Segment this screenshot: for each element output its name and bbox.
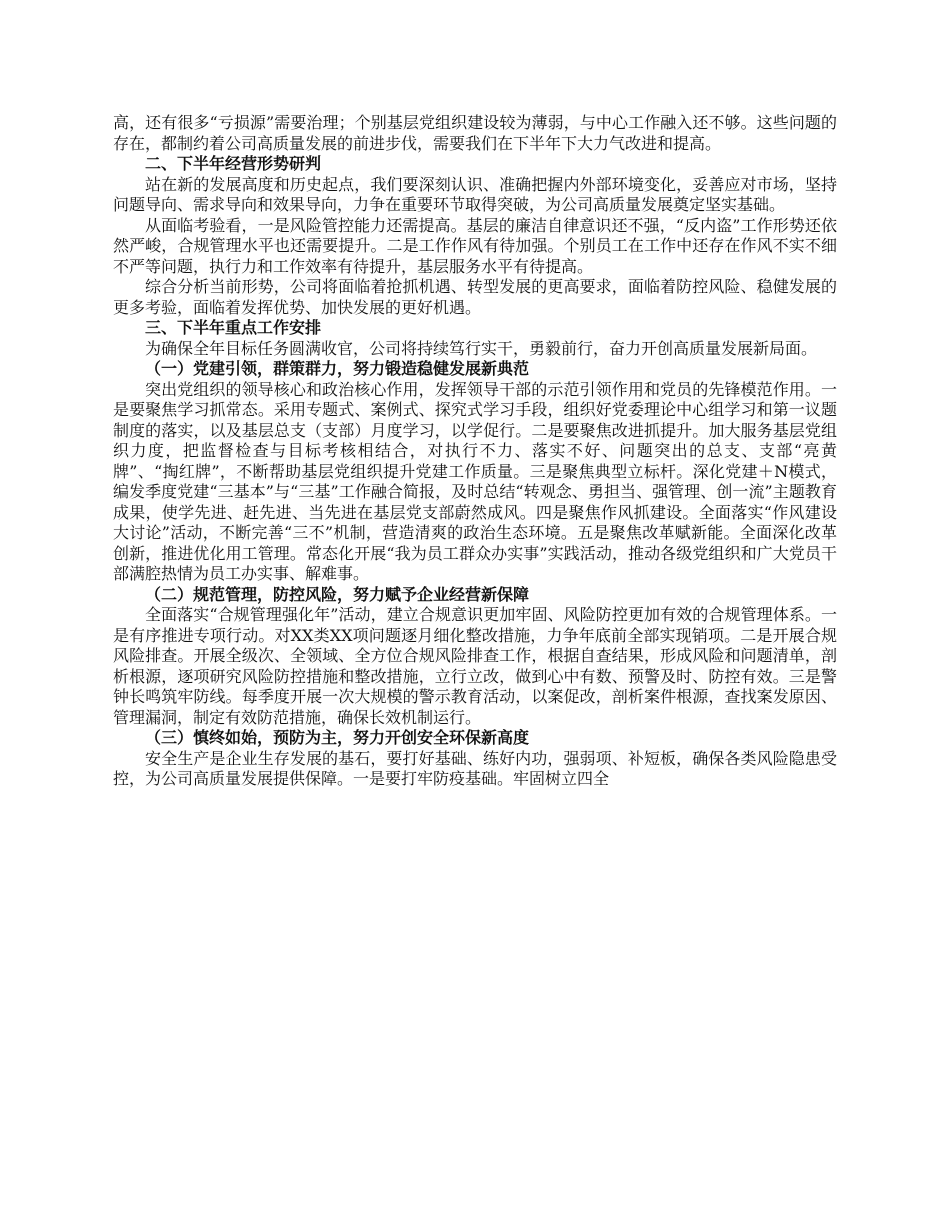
section-heading-2: 二、下半年经营形势研判 (145, 154, 322, 173)
subsection-heading-1: （一）党建引领，群策群力，努力锻造稳健发展新典范 (145, 359, 530, 378)
paragraph: 综合分析当前形势，公司将面临着抢抓机遇、转型发展的更高要求，面临着防控风险、稳健发展的更多考验，面临着发挥优势、加快发展的更好机遇。 (113, 277, 837, 317)
paragraph: 站在新的发展高度和历史起点，我们要深刻认识、准确把握内外部环境变化，妥善应对市场，坚持问题导向、需求导向和效果导向，力争在重要环节取得突破，为公司高质量发展奠定坚实基础。 (113, 174, 837, 214)
paragraph: 从面临考验看，一是风险管控能力还需提高。基层的廉洁自律意识还不强，“反内盗”工作形势还依然严峻，合规管理水平也还需要提升。二是工作作风有待加强。个别员工在工作中还存在作风不实不细不严等问题，执行力和工作效率有待提升，基层服务水平有待提高。 (113, 215, 837, 276)
section-heading-3: 三、下半年重点工作安排 (145, 318, 322, 337)
subsection-heading-3: （三）慎终如始，预防为主，努力开创安全环保新高度 (145, 728, 530, 747)
paragraph: 为确保全年目标任务圆满收官，公司将持续笃行实干，勇毅前行，奋力开创高质量发展新局面。 (145, 338, 818, 358)
paragraph: 突出党组织的领导核心和政治核心作用，发挥领导干部的示范引领作用和党员的先锋模范作用。一是要聚焦学习抓常态。采用专题式、案例式、探究式学习手段，组织好党委理论中心组学习和第一议题制度的落实，以及基层总支（支部）月度学习，以学促行。二是要聚焦改进抓提升。加大服务基层党组织力度，把监督检查与目标考核相结合，对执行不力、落实不好、问题突出的总支、支部“亮黄牌”、“掏红牌”，不断帮助基层党组织提升党建工作质量。三是聚焦典型立标杆。深化党建＋N模式，编发季度党建“三基本”与“三基”工作融合简报，及时总结“转观念、勇担当、强管理、创一流”主题教育成果，使学先进、赶先进、当先进在基层党支部蔚然成风。四是聚焦作风抓建设。全面落实“作风建设大讨论”活动，不断完善“三不”机制，营造清爽的政治生态环境。五是聚焦改革赋新能。全面深化改革创新，推进优化用工管理。常态化开展“我为员工群众办实事”实践活动，推动各级党组织和广大党员干部满腔热情为员工办实事、解难事。 (113, 379, 837, 583)
document-page (113, 113, 837, 790)
subsection-heading-2: （二）规范管理，防控风险，努力赋予企业经营新保障 (145, 584, 530, 604)
paragraph: 全面落实“合规管理强化年”活动，建立合规意识更加牢固、风险防控更加有效的合规管理体系。一是有序推进专项行动。对XX类XX项问题逐月细化整改措施，力争年底前全部实现销项。二是开展合规风险排查。开展全级次、全领域、全方位合规风险排查工作，根据自查结果，形成风险和问题清单，剖析根源，逐项研究风险防控措施和整改措施，立行立改，做到心中有数、预警及时、防控有效。三是警钟长鸣筑牢防线。每季度开展一次大规模的警示教育活动，以案促改，剖析案件根源，查找案发原因、管理漏洞，制定有效防范措施，确保长效机制运行。 (113, 605, 837, 727)
paragraph: 安全生产是企业生存发展的基石，要打好基础、练好内功，强弱项、补短板，确保各类风险隐患受控，为公司高质量发展提供保障。一是要打牢防疫基础。牢固树立四全 (113, 748, 837, 788)
paragraph-continued: 高，还有很多“亏损源”需要治理；个别基层党组织建设较为薄弱，与中心工作融入还不够。这些问题的存在，都制约着公司高质量发展的前进步伐，需要我们在下半年下大力气改进和提高。 (113, 113, 837, 153)
